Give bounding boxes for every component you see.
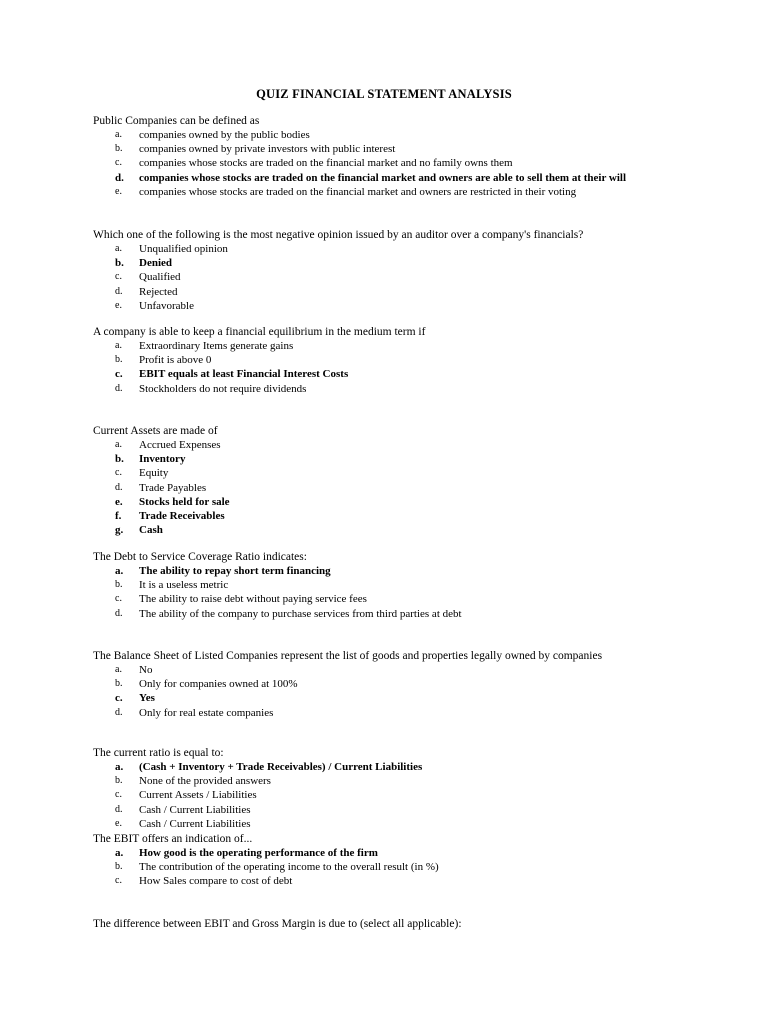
answer-option — [93, 142, 713, 156]
answer-option — [93, 860, 713, 874]
option-text: Cash / Current Liabilities — [139, 803, 251, 816]
option-letter: d. — [115, 607, 123, 619]
question-block — [93, 114, 713, 199]
answer-option-correct — [93, 564, 713, 578]
answer-option — [93, 382, 713, 396]
question-text: Public Companies can be defined as — [93, 115, 260, 127]
option-letter: c. — [115, 467, 122, 479]
option-letter: f. — [115, 510, 122, 523]
option-text: Stockholders do not require dividends — [139, 382, 307, 395]
answer-option — [93, 353, 713, 367]
answer-option-correct — [93, 509, 713, 523]
option-letter: b. — [115, 143, 123, 155]
option-letter: b. — [115, 775, 123, 787]
option-letter: b. — [115, 678, 123, 690]
question-block — [93, 228, 713, 313]
option-text: Qualified — [139, 271, 181, 284]
option-text: Unfavorable — [139, 299, 194, 312]
answer-option — [93, 270, 713, 284]
answer-option-correct — [93, 171, 713, 185]
option-text: The ability of the company to purchase services from third parties at debt — [139, 607, 462, 620]
answer-option-correct — [93, 691, 713, 705]
question-text: The EBIT offers an indication of... — [93, 833, 253, 845]
answer-option — [93, 128, 713, 142]
option-letter: a. — [115, 847, 124, 859]
option-list — [93, 128, 713, 199]
option-letter: d. — [115, 706, 123, 718]
option-text: Trade Receivables — [139, 510, 225, 523]
answer-option — [93, 242, 713, 256]
option-letter: e. — [115, 495, 123, 508]
answer-option — [93, 578, 713, 592]
option-letter: d. — [115, 481, 123, 493]
answer-option-correct — [93, 367, 713, 381]
option-text: No — [139, 664, 153, 676]
option-letter: a. — [115, 243, 122, 254]
option-letter: d. — [115, 803, 123, 815]
question-block — [93, 649, 713, 720]
document-title: QUIZ FINANCIAL STATEMENT ANALYSIS — [256, 87, 512, 101]
option-text: Cash — [139, 524, 163, 537]
answer-option-correct — [93, 760, 713, 774]
answer-option-correct — [93, 256, 713, 270]
option-text: Only for companies owned at 100% — [139, 678, 298, 691]
option-text: Accrued Expenses — [139, 439, 221, 451]
answer-option — [93, 339, 713, 353]
option-text: Extraordinary Items generate gains — [139, 340, 294, 352]
option-text: How Sales compare to cost of debt — [139, 875, 293, 888]
option-list — [93, 760, 713, 831]
option-letter: a. — [115, 439, 122, 450]
option-text: Profit is above 0 — [139, 354, 212, 367]
question-block — [93, 917, 713, 931]
option-letter: c. — [115, 789, 122, 801]
option-text: companies whose stocks are traded on the financial market and owners are able to sell them at their will — [139, 171, 627, 184]
option-letter: c. — [115, 875, 122, 887]
answer-option — [93, 774, 713, 788]
question-text: Current Assets are made of — [93, 425, 218, 437]
option-text: The contribution of the operating income to the overall result (in %) — [139, 861, 439, 874]
option-text: None of the provided answers — [139, 775, 271, 788]
option-text: Unqualified opinion — [139, 243, 228, 255]
answer-option — [93, 817, 713, 831]
option-text: Only for real estate companies — [139, 706, 274, 719]
answer-option — [93, 299, 713, 313]
answer-option-correct — [93, 846, 713, 860]
answer-option — [93, 788, 713, 802]
option-list — [93, 339, 713, 396]
option-list — [93, 846, 713, 889]
answer-option — [93, 874, 713, 888]
option-text: Rejected — [139, 285, 178, 298]
option-letter: a. — [115, 340, 122, 351]
option-text: Trade Payables — [139, 481, 207, 494]
answer-option — [93, 607, 713, 621]
answer-option — [93, 185, 713, 199]
question-text: Which one of the following is the most negative opinion issued by an auditor over a company's financials? — [93, 229, 584, 241]
option-text: companies whose stocks are traded on the financial market and owners are restricted in their voting — [139, 185, 577, 198]
option-text: Stocks held for sale — [139, 495, 230, 508]
option-letter: d. — [115, 382, 123, 394]
option-letter: e. — [115, 299, 122, 311]
question-block — [93, 424, 713, 537]
question-text: The Debt to Service Coverage Ratio indicates: — [93, 551, 307, 563]
option-letter: c. — [115, 157, 122, 169]
answer-option — [93, 663, 713, 677]
option-letter: b. — [115, 354, 123, 366]
answer-option — [93, 285, 713, 299]
answer-option — [93, 481, 713, 495]
answer-option-correct — [93, 523, 713, 537]
answer-option — [93, 677, 713, 691]
option-letter: a. — [115, 129, 122, 140]
option-text: EBIT equals at least Financial Interest Costs — [139, 368, 349, 381]
question-text: The Balance Sheet of Listed Companies represent the list of goods and properties legally owned by companies — [93, 650, 603, 662]
option-text: Cash / Current Liabilities — [139, 817, 251, 830]
option-letter: g. — [115, 524, 124, 537]
option-text: The ability to repay short term financing — [139, 565, 331, 577]
option-text: (Cash + Inventory + Trade Receivables) / Current Liabilities — [139, 761, 423, 773]
option-letter: a. — [115, 565, 124, 577]
option-letter: c. — [115, 271, 122, 283]
question-block — [93, 325, 713, 396]
option-text: Current Assets / Liabilities — [139, 789, 257, 802]
option-letter: a. — [115, 761, 124, 773]
answer-option — [93, 438, 713, 452]
option-text: How good is the operating performance of the firm — [139, 847, 378, 859]
question-block — [93, 746, 713, 831]
option-letter: b. — [115, 579, 123, 591]
option-letter: c. — [115, 368, 123, 381]
option-text: companies whose stocks are traded on the financial market and no family owns them — [139, 157, 513, 170]
option-text: Yes — [139, 692, 155, 705]
question-text: A company is able to keep a financial equilibrium in the medium term if — [93, 326, 426, 338]
question-block — [93, 550, 713, 621]
option-letter: c. — [115, 593, 122, 605]
answer-option — [93, 592, 713, 606]
answer-option — [93, 156, 713, 170]
option-letter: c. — [115, 692, 123, 705]
option-letter: e. — [115, 817, 122, 829]
option-letter: b. — [115, 861, 123, 873]
option-text: Equity — [139, 467, 169, 480]
question-text: The difference between EBIT and Gross Margin is due to (select all applicable): — [93, 918, 462, 930]
option-list — [93, 663, 713, 720]
option-letter: a. — [115, 664, 122, 675]
answer-option — [93, 466, 713, 480]
option-list — [93, 438, 713, 537]
answer-option-correct — [93, 452, 713, 466]
option-letter: b. — [115, 257, 124, 270]
option-text: Inventory — [139, 453, 186, 466]
option-letter: b. — [115, 453, 124, 466]
option-text: It is a useless metric — [139, 579, 229, 592]
option-letter: d. — [115, 285, 123, 297]
option-text: companies owned by the public bodies — [139, 129, 310, 141]
option-text: Denied — [139, 257, 172, 270]
answer-option — [93, 803, 713, 817]
option-letter: d. — [115, 171, 124, 184]
option-list — [93, 564, 713, 621]
option-letter: e. — [115, 185, 122, 197]
option-text: The ability to raise debt without paying service fees — [139, 593, 367, 606]
answer-option — [93, 706, 713, 720]
question-text: The current ratio is equal to: — [93, 747, 224, 759]
option-list — [93, 242, 713, 313]
option-text: companies owned by private investors with public interest — [139, 143, 396, 156]
question-block — [93, 832, 713, 889]
answer-option-correct — [93, 495, 713, 509]
